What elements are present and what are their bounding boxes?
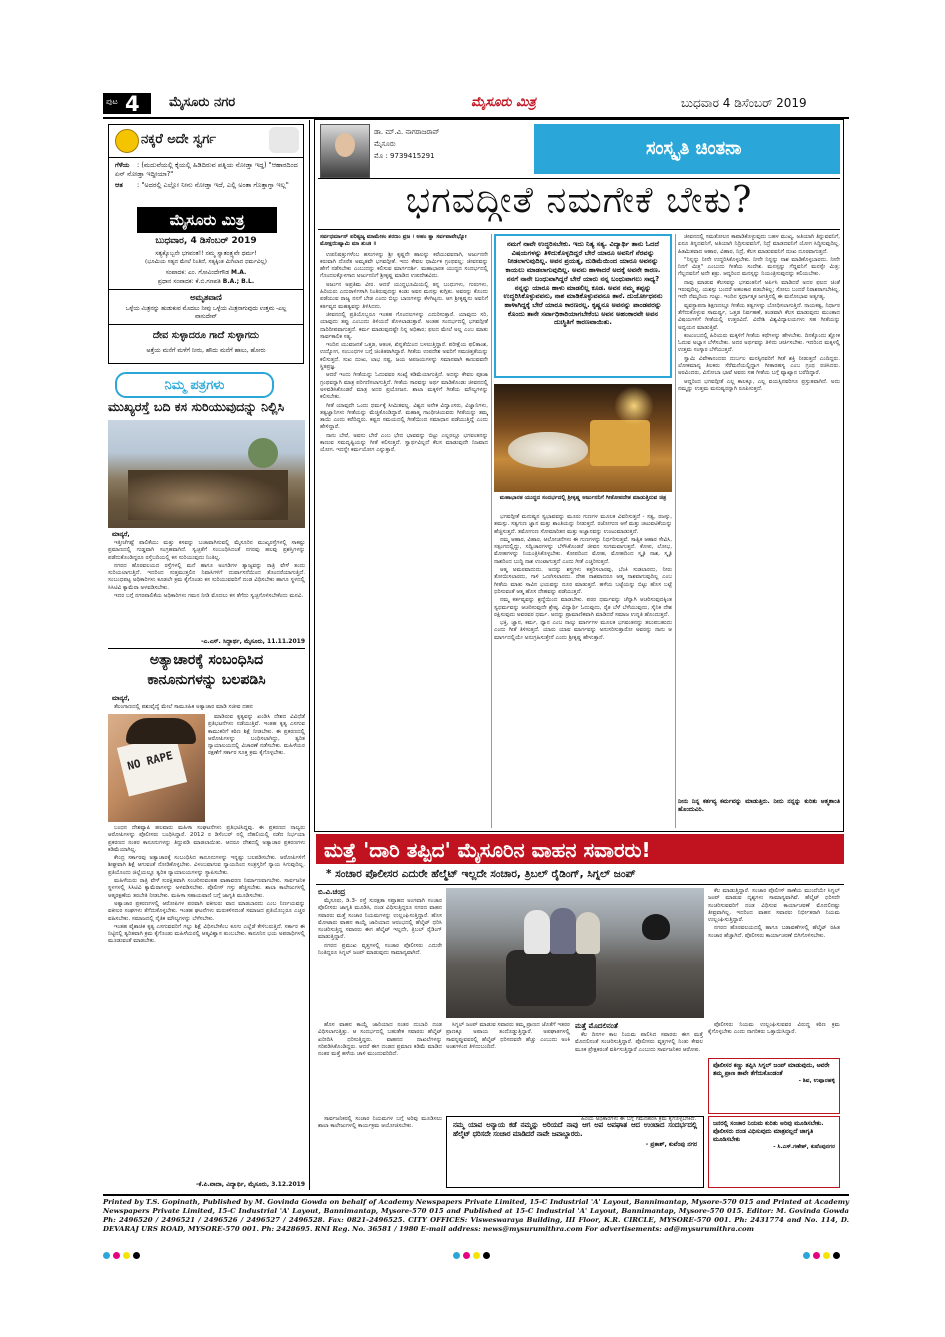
editor-name: ಸಂಪಾದಕ: ಎಂ. ಗೋವಿಂದೇಗೌಡ xyxy=(165,269,230,276)
traffic-col-2: ಕೆಲ ಮಾಡುತ್ತಿದ್ದಾರೆ. ಸಂಚಾರ ಪೊಲೀಸ್ ಠಾಣೆಯ ಮುಂದೆಯೇ ಸಿಗ್ನಲ್ ಜಂಪ್ ಮಾಡುವ ದೃಶ್ಯಗಳು ಸಾಮಾನ್ಯವಾಗಿವೆ. ಹೆಲ್ಮೆಟ್ ಧರಿಸದೇ ಸಂಚರಿಸುವವರಿಗೆ ದಂಡ ವಿಧಿಸುವ ಕಾರ್ಯಾಚರಣೆ ಮೊದಲಿನಷ್ಟು ತೀವ್ರವಾಗಿಲ್ಲ. ಇದರಿಂದ ವಾಹನ ಸವಾರರು ನಿರ್ಭೀತರಾಗಿ ನಿಯಮ ಉಲ್ಲಂಘಿಸುತ್ತಿದ್ದಾರೆ. ನಗರದ ಹೊರವಲಯದಲ್ಲಿ ಹಾಗೂ ಬಡಾವಣೆಗಳಲ್ಲಿ ಹೆಲ್ಮೆಟ್ ರಹಿತ ಸಂಚಾರ ಹೆಚ್ಚಾಗಿದೆ. ಪೊಲೀಸರು ಕಾರ್ಯಾಚರಣೆ ಬಿಗಿಗೊಳಿಸಬೇಕು. xyxy=(708,888,840,939)
author-city: ಮೈಸೂರು xyxy=(374,140,396,148)
cyan-dot xyxy=(803,1252,810,1259)
placard-text: NO RAPE xyxy=(126,748,175,773)
black-dot xyxy=(833,1252,840,1259)
helmet xyxy=(642,914,670,940)
quote-box-1 xyxy=(708,1058,840,1114)
color-dots-left xyxy=(103,1244,143,1263)
article-col-2: ಭಗವದ್ಗೀತೆ ಮನುಷ್ಯನ ಸ್ವಭಾವವನ್ನು ಮೂರು ಗುಣಗಳ ಮೂಲಕ ವಿವರಿಸುತ್ತದೆ - ಸತ್ವ, ರಜಸ್ಸು, ತಮಸ್ಸು. ಸತ್ವಗುಣ ಜ್ಞಾನ ಮತ್ತು ಶಾಂತಿಯನ್ನು ನೀಡುತ್ತದೆ. ರಜೋಗುಣ ಆಸೆ ಮತ್ತು ಚಟುವಟಿಕೆಯನ್ನು ಹೆಚ್ಚಿಸುತ್ತದೆ. ತಮೋಗುಣ ಸೋಮಾರಿತನ ಮತ್ತು ಅಜ್ಞಾನವನ್ನು ಉಂಟುಮಾಡುತ್ತದೆ. ನಮ್ಮ ಆಹಾರ, ವಿಹಾರ, ಆಲೋಚನೆಗಳು ಈ ಗುಣಗಳನ್ನು ನಿರ್ಧರಿಸುತ್ತವೆ. ಸಾತ್ವಿಕ ಆಹಾರ ಸೇವಿಸಿ, ಸತ್ಸಂಗದಲ್ಲಿದ್ದು, ಸದ್ವಿಚಾರಗಳನ್ನು ಬೆಳೆಸಿಕೊಂಡರೆ ಜೀವನ ಸುಗಮವಾಗುತ್ತದೆ. ಕೋಪ, ಲೋಭ, ಮೋಹಗಳನ್ನು ನಿಯಂತ್ರಿಸಿಕೊಳ್ಳಬೇಕು. ಕೋಪದಿಂದ ಮೋಹ, ಮೋಹದಿಂದ ಸ್ಮೃತಿ ನಾಶ, ಸ್ಮೃತಿ ನಾಶದಿಂದ ಬುದ್ಧಿ ನಾಶ ಉಂಟಾಗುತ್ತದೆ ಎಂದು ಗೀತೆ ಎಚ್ಚರಿಸುತ್ತದೆ. ಆತ್ಮ ಅಮರವಾದುದು. ಅದನ್ನು ಶಸ್ತ್ರಗಳು ಕತ್ತರಿಸಲಾರವು, ಬೆಂಕಿ ಸುಡಲಾರದು, ನೀರು ತೋಯಿಸಲಾರದು, ಗಾಳಿ ಒಣಗಿಸಲಾರದು. ದೇಹ ನಾಶವಾದರೂ ಆತ್ಮ ನಾಶವಾಗುವುದಿಲ್ಲ ಎಂಬ ಗೀತೆಯ ಮಾತು ಸಾವಿನ ಭಯವನ್ನು ದೂರ ಮಾಡುತ್ತದೆ. ಹಳೆಯ ಬಟ್ಟೆಯನ್ನು ಬಿಟ್ಟು ಹೊಸ ಬಟ್ಟೆ ಧರಿಸುವಂತೆ ಆತ್ಮ ಹೊಸ ದೇಹವನ್ನು ಪಡೆಯುತ್ತದೆ. ನಮ್ಮ ಕರ್ತವ್ಯವನ್ನು ಶ್ರದ್ಧೆಯಿಂದ ಮಾಡಬೇಕು. ಪರರ ಧರ್ಮವನ್ನು ಚೆನ್ನಾಗಿ ಆಚರಿಸುವುದಕ್ಕಿಂತ ಸ್ವಧರ್ಮವನ್ನು ಆಚರಿಸುವುದೇ ಶ್ರೇಷ್ಠ. ವಿದ್ಯಾರ್ಥಿ ಓದುವುದು, ರೈತ ಬೆಳೆ ಬೆಳೆಯುವುದು, ಸೈನಿಕ ದೇಶ ರಕ್ಷಿಸುವುದು ಅವರವರ ಧರ್ಮ. ಅದನ್ನು ಪ್ರಾಮಾಣಿಕವಾಗಿ ಮಾಡಿದರೆ ಸಮಾಜ ಉನ್ನತಿ ಹೊಂದುತ್ತದೆ. ಭಕ್ತಿ, ಜ್ಞಾನ, ಕರ್ಮ, ಧ್ಯಾನ ಎಂಬ ನಾಲ್ಕು ಮಾರ್ಗಗಳ ಮೂಲಕ ಭಗವಂತನನ್ನು ತಲುಪಬಹುದು ಎಂದು ಗೀತೆ ತಿಳಿಸುತ್ತದೆ. ಯಾರು ಯಾವ ಮಾರ್ಗವನ್ನು ಅನುಸರಿಸುತ್ತಾರೋ ಅವರನ್ನು ನಾನು ಆ ಮಾರ್ಗದಲ್ಲಿಯೇ ಅನುಗ್ರಹಿಸುತ್ತೇನೆ ಎಂದು ಶ್ರೀಕೃಷ್ಣ ಹೇಳುತ್ತಾನೆ. xyxy=(494,514,672,641)
letter-2-side-text: ಮಾಡಿರುವ ಕೃತ್ಯವನ್ನು ಖಂಡಿಸಿ ದೇಶದ ವಿವಿಧೆಡೆ ಪ್ರತಿಭಟನೆಗಳು ನಡೆಯುತ್ತಿವೆ. ಇಂತಹ ಕೃತ್ಯ ಎಸಗುವ ಕಾಮುಕರಿಗೆ ಕಠಿಣ ಶಿಕ್ಷೆ ನೀಡಬೇಕು. ಈ ಪ್ರಕರಣದಲ್ಲಿ ಆರೋಪಿಗಳನ್ನು ಬಂಧಿಸಲಾಗಿದ್ದು, ತ್ವರಿತ ನ್ಯಾಯಾಲಯದಲ್ಲಿ ವಿಚಾರಣೆ ನಡೆಸಬೇಕು. ಮಹಿಳೆಯರ ರಕ್ಷಣೆಗೆ ಸರ್ಕಾರ ಸೂಕ್ತ ಕ್ರಮ ಕೈಗೊಳ್ಳಬೇಕು. xyxy=(208,714,305,757)
motto: ಸತ್ಯಕ್ಕೊಬ್ಬನೇ ಭಗವಂತ!! ನಮ್ಮ ಸ್ವಾತಂತ್ರ್ಯವೇ ಧರ್ಮ! xyxy=(155,250,257,257)
rider-3 xyxy=(576,912,600,954)
magenta-dot xyxy=(813,1252,820,1259)
letter-divider xyxy=(108,648,305,649)
laughing-emoji-icon xyxy=(115,129,139,153)
rider-1 xyxy=(524,910,550,954)
quote-box-2 xyxy=(708,1116,840,1188)
yellow-dot xyxy=(123,1252,130,1259)
section-banner xyxy=(534,124,840,174)
traffic-photo xyxy=(446,888,704,1018)
registration-marks xyxy=(103,1244,849,1254)
author-phone: ಮೊ : 9739415291 xyxy=(374,152,435,160)
garbage-photo xyxy=(108,420,305,528)
joke-text: : "ಅದರಲ್ಲಿ ಎಲ್ಲೋ ನೀನು ನೋಡ್ತಾ ಇದೆ, ಎಲ್ಲಿ ಅಂತಾ ಗೊತ್ತಾಗ್ತಾ ಇಲ್ಲ" xyxy=(137,181,289,189)
pub-editor-name: ಪ್ರಧಾನ ಸಂಪಾದಕ: ಕೆ.ಬಿ.ಗಣಪತಿ xyxy=(157,278,221,285)
joke-line-1 xyxy=(115,161,299,179)
traffic-box-text: ನಮ್ಮ ಯಾವ ಅನ್ಯಾಯ ಕಡೆ ನಮ್ಮನ್ನು ಅರಿಯದೆ ನಾವು ಆಗ ಅಪ ಅಪಘಾತ ಆದ ಉಂಟಾದ ಸಂದರ್ಭದಲ್ಲಿ ಹೆಲ್ಮೆಟ್ ಧರಿಸದೇ ಸಂಚಾರ ಮಾಡಿದರೆ ನಾವೇ ಜವಾಬ್ದಾರರು. xyxy=(453,1121,697,1138)
article-closing: ನೀನು ನಿನ್ನ ಕರ್ತವ್ಯ ಕರ್ಮವನ್ನು ಮಾಡುತ್ತಿರು. ನೀನು ನನ್ನನ್ನು ಕುರಿತು ಆತ್ಮಶಾಂತಿ ಹೊಂದುವಿರಿ. xyxy=(678,798,840,813)
author-photo xyxy=(320,124,370,178)
tree xyxy=(248,438,278,468)
traffic-subhead-text: ಸಂಚಾರ ಪೊಲೀಸರ ಎದುರೇ ಹೆಲ್ಮೆಟ್ ಇಲ್ಲದೇ ಸಂಚಾರ, ತ್ರಿಬಲ್ ರೈಡಿಂಗ್, ಸಿಗ್ನಲ್ ಜಂಪ್ xyxy=(335,868,636,880)
motto-2: (ಭೂಮಿಯ ಸತ್ಯದ ಮೇಲೆ ನಿಂತಿದೆ, ಸತ್ಯಕ್ಕಿಂತ ಮಿಗಿಲಾದ ಧರ್ಮವಿಲ್ಲ) xyxy=(145,259,267,265)
article-col-3: ಜೀವನದಲ್ಲಿ ಸಮತೋಲನ ಕಾಪಾಡಿಕೊಳ್ಳುವುದು ಬಹಳ ಮುಖ್ಯ. ಅತಿಯಾಗಿ ತಿನ್ನುವವನಿಗೆ, ಏನೂ ತಿನ್ನದವನಿಗೆ, ಅತಿಯಾಗಿ ನಿದ್ರಿಸುವವನಿಗೆ, ನಿದ್ರೆ ಮಾಡದವನಿಗೆ ಯೋಗ ಸಿದ್ಧಿಸುವುದಿಲ್ಲ. ಹಿತಮಿತವಾದ ಆಹಾರ, ವಿಹಾರ, ನಿದ್ರೆ, ಕೆಲಸ ಮಾಡುವವನಿಗೆ ದುಃಖ ದೂರವಾಗುತ್ತದೆ. "ನಿನ್ನನ್ನು ನೀನೇ ಉದ್ಧರಿಸಿಕೊಳ್ಳಬೇಕು. ನೀನೇ ನಿನ್ನನ್ನು ನಾಶ ಮಾಡಿಕೊಳ್ಳಬಾರದು. ನೀನೇ ನಿನಗೆ ಮಿತ್ರ" ಎಂಬುದು ಗೀತೆಯ ಸಂದೇಶ. ಮನಸ್ಸನ್ನು ಗೆದ್ದವನಿಗೆ ಮನಸ್ಸೇ ಮಿತ್ರ; ಗೆಲ್ಲದವನಿಗೆ ಅದೇ ಶತ್ರು. ಆದ್ದರಿಂದ ಮನಸ್ಸನ್ನು ನಿಯಂತ್ರಿಸುವುದನ್ನು ಕಲಿಯಬೇಕು. ನಾವು ಮಾಡುವ ಕೆಲಸವನ್ನು ಭಗವಂತನಿಗೆ ಅರ್ಪಿಸಿ ಮಾಡಿದರೆ ಅದರ ಫಲದ ಚಿಂತೆ ಇರುವುದಿಲ್ಲ. ಯಶಸ್ಸು ಬಂದರೆ ಅಹಂಕಾರ ಪಡಬೇಕಿಲ್ಲ; ಸೋಲು ಬಂದರೆ ನಿರಾಶರಾಗಬೇಕಿಲ್ಲ. ಇದೇ ನೆಮ್ಮದಿಯ ಗುಟ್ಟು. ಇಂದಿನ ಸ್ಪರ್ಧಾತ್ಮಕ ಜಗತ್ತಿನಲ್ಲಿ ಈ ಮನೋಭಾವ ಅತ್ಯಗತ್ಯ. ವ್ಯವಸ್ಥಾಪನಾ ಶಿಕ್ಷಣದಲ್ಲೂ ಗೀತೆಯ ತತ್ವಗಳನ್ನು ಬೋಧಿಸಲಾಗುತ್ತಿದೆ. ನಾಯಕತ್ವ, ನಿರ್ಧಾರ ತೆಗೆದುಕೊಳ್ಳುವ ಸಾಮರ್ಥ್ಯ, ಒತ್ತಡ ನಿರ್ವಹಣೆ, ತಂಡವಾಗಿ ಕೆಲಸ ಮಾಡುವುದು ಮುಂತಾದ ವಿಷಯಗಳಿಗೆ ಗೀತೆಯಲ್ಲಿ ಉತ್ತರವಿದೆ. ವಿದೇಶಿ ವಿಶ್ವವಿದ್ಯಾಲಯಗಳು ಸಹ ಗೀತೆಯನ್ನು ಅಧ್ಯಯನ ಮಾಡುತ್ತಿವೆ. ಕುಟುಂಬದಲ್ಲಿ ಹಿರಿಯರು ಮಕ್ಕಳಿಗೆ ಗೀತೆಯ ಕಥೆಗಳನ್ನು ಹೇಳಬೇಕು. ದಿನಕ್ಕೊಂದು ಶ್ಲೋಕ ಓದುವ ಅಭ್ಯಾಸ ಬೆಳೆಸಬೇಕು. ಅದರ ಅರ್ಥವನ್ನು ತಿಳಿದು ಚರ್ಚಿಸಬೇಕು. ಇದರಿಂದ ಮಕ್ಕಳಲ್ಲಿ ಉತ್ತಮ ಸಂಸ್ಕಾರ ಬೆಳೆಯುತ್ತದೆ. ಸ್ವಾಮಿ ವಿವೇಕಾನಂದರು ದುರ್ಬಲ ಮನಸ್ಸಿನವರಿಗೆ ಗೀತೆ ಶಕ್ತಿ ನೀಡುತ್ತದೆ ಎಂದಿದ್ದರು. ಲೋಕಮಾನ್ಯ ತಿಲಕರು ಸೆರೆಮನೆಯಲ್ಲಿದ್ದಾಗ ಗೀತಾರಹಸ್ಯ ಎಂಬ ಗ್ರಂಥ ರಚಿಸಿದರು. ಅರವಿಂದರು, ವಿನೋಬಾ ಭಾವೆ ಅವರು ಸಹ ಗೀತೆಯ ಬಗ್ಗೆ ವ್ಯಾಖ್ಯಾನ ಬರೆದಿದ್ದಾರೆ. ಆದ್ದರಿಂದ ಭಗವದ್ಗೀತೆ ಎಲ್ಲ ಕಾಲಕ್ಕೂ, ಎಲ್ಲ ವಯಸ್ಸಿನವರಿಗೂ ಪ್ರಸ್ತುತವಾಗಿದೆ. ಅದು ನಮ್ಮನ್ನು ಉತ್ತಮ ಮನುಷ್ಯರನ್ನಾಗಿ ರೂಪಿಸುತ್ತದೆ. xyxy=(678,234,840,392)
amrutha-title: ಅಮೃತವಾಣಿ xyxy=(190,293,222,302)
joke-line-2 xyxy=(115,181,299,190)
motorcycle xyxy=(506,950,596,1006)
letter-2-intro: ತೆಲಂಗಾಣದಲ್ಲಿ ಪಶುವೈದ್ಯೆ ಮೇಲೆ ಸಾಮೂಹಿಕ ಅತ್ಯಾಚಾರ ಮಾಡಿ ಸಜೀವ ದಹನ xyxy=(114,704,253,710)
header-date: ಬುಧವಾರ 4 ಡಿಸೆಂಬರ್ 2019 xyxy=(681,96,807,110)
article-col-1: ಸರ್ವಧರ್ಮಾನ್ ಪರಿತ್ಯಜ್ಯ ಮಾಮೇಕಂ ಶರಣಂ ವ್ರಜ । ಅಹಂ ತ್ವಾ ಸರ್ವಪಾಪೇಭ್ಯೋ ಮೋಕ್ಷಯಿಷ್ಯಾಮಿ ಮಾ ಶುಚಃ ॥ ಉಪನಿಷತ್ತುಗಳೆಂಬ ಹಸುಗಳನ್ನು ಶ್ರೀ ಕೃಷ್ಣನೇ ಹಾಲನ್ನು ಕರೆಯುವವನಾಗಿ, ಅರ್ಜುನನೇ ಕರುವಾಗಿ ದೊರೆತ ಅಮೃತವೇ ಭಗವದ್ಗೀತೆ. ಇದು ಕೇವಲ ಧಾರ್ಮಿಕ ಗ್ರಂಥವಲ್ಲ; ಜೀವನವನ್ನು ಹೇಗೆ ನಡೆಸಬೇಕು ಎಂಬುದನ್ನು ಕಲಿಸುವ ಮಾರ್ಗದರ್ಶಿ. ಮಹಾಭಾರತ ಯುದ್ಧದ ಸಂದರ್ಭದಲ್ಲಿ ಗೊಂದಲಕ್ಕೊಳಗಾದ ಅರ್ಜುನನಿಗೆ ಶ್ರೀಕೃಷ್ಣ ಮಾಡಿದ ಉಪದೇಶವಿದು. ಅರ್ಜುನ ಅಪ್ರತಿಮ ವೀರ. ಆದರೆ ಯುದ್ಧಭೂಮಿಯಲ್ಲಿ ತನ್ನ ಬಂಧುಗಳು, ಗುರುಗಳು, ಹಿರಿಯರು ಎದುರಾಳಿಗಳಾಗಿ ನಿಂತಿರುವುದನ್ನು ಕಂಡು ಅವನ ಮನಸ್ಸು ಕುಗ್ಗಿತು. ಅವರನ್ನು ಕೊಂದು ಪಡೆಯುವ ರಾಜ್ಯ ನನಗೆ ಬೇಡ ಎಂದು ಬಿಲ್ಲು ಬಾಣಗಳನ್ನು ಕೆಳಗಿಟ್ಟನು. ಆಗ ಶ್ರೀಕೃಷ್ಣನು ಅವನಿಗೆ ಕರ್ತವ್ಯದ ಮಹತ್ವವನ್ನು ತಿಳಿಸಿದನು. ಜೀವನದಲ್ಲಿ ಪ್ರತಿಯೊಬ್ಬರೂ ಇಂತಹ ಗೊಂದಲಗಳನ್ನು ಎದುರಿಸುತ್ತಾರೆ. ಯಾವುದು ಸರಿ, ಯಾವುದು ತಪ್ಪು ಎಂಬುದು ತಿಳಿಯದೆ ತೊಳಲಾಡುತ್ತಾರೆ. ಅಂತಹ ಸಂದರ್ಭದಲ್ಲಿ ಭಗವದ್ಗೀತೆ ದಾರಿದೀಪವಾಗುತ್ತದೆ. ಕರ್ಮ ಮಾಡುವುದಷ್ಟೇ ನಿನ್ನ ಅಧಿಕಾರ; ಫಲದ ಮೇಲೆ ಅಲ್ಲ ಎಂಬ ಮಾತು ಸಾರ್ವಕಾಲಿಕ ಸತ್ಯ. ಇಂದಿನ ಯುವಜನತೆ ಒತ್ತಡ, ಆತಂಕ, ಖಿನ್ನತೆಯಿಂದ ಬಳಲುತ್ತಿದ್ದಾರೆ. ಪರೀಕ್ಷೆಯ ಫಲಿತಾಂಶ, ಉದ್ಯೋಗ, ಸಂಬಂಧಗಳ ಬಗ್ಗೆ ಚಿಂತಿತರಾಗಿದ್ದಾರೆ. ಗೀತೆಯ ಉಪದೇಶ ಅವರಿಗೆ ಸಮಚಿತ್ತತೆಯನ್ನು ಕಲಿಸುತ್ತದೆ. ಸುಖ ದುಃಖ, ಲಾಭ ನಷ್ಟ, ಜಯ ಅಪಜಯಗಳನ್ನು ಸಮಾನವಾಗಿ ಕಾಣುವವನೇ ಸ್ಥಿತಪ್ರಜ್ಞ. ಆದರೆ ಇಂದು ಗೀತೆಯನ್ನು ಓದುವವರ ಸಂಖ್ಯೆ ಕಡಿಮೆಯಾಗುತ್ತಿದೆ. ಅದನ್ನು ಕೇವಲ ಪೂಜಾ ಗ್ರಂಥವನ್ನಾಗಿ ಮಾತ್ರ ಪರಿಗಣಿಸಲಾಗುತ್ತಿದೆ. ಗೀತೆಯ ಸಾರವನ್ನು ಅರ್ಥ ಮಾಡಿಕೊಂಡು ಜೀವನದಲ್ಲಿ ಅಳವಡಿಸಿಕೊಂಡರೆ ಮಾತ್ರ ಅದರ ಪ್ರಯೋಜನ. ಶಾಲಾ ಮಕ್ಕಳಿಗೆ ಗೀತೆಯ ಮೌಲ್ಯಗಳನ್ನು ಕಲಿಸಬೇಕು. ಗೀತೆ ಯಾವುದೇ ಒಂದು ಧರ್ಮಕ್ಕೆ ಸೀಮಿತವಲ್ಲ. ವಿಶ್ವದ ಅನೇಕ ವಿದ್ವಾಂಸರು, ವಿಜ್ಞಾನಿಗಳು, ತತ್ವಜ್ಞಾನಿಗಳು ಗೀತೆಯನ್ನು ಮೆಚ್ಚಿಕೊಂಡಿದ್ದಾರೆ. ಮಹಾತ್ಮ ಗಾಂಧೀಜಿಯವರು ಗೀತೆಯನ್ನು ತಮ್ಮ ತಾಯಿ ಎಂದು ಕರೆದಿದ್ದರು. ಕಷ್ಟದ ಸಮಯದಲ್ಲಿ ಗೀತೆಯಿಂದ ಸಮಾಧಾನ ಪಡೆಯುತ್ತಿದ್ದೆ ಎಂದು ಹೇಳಿದ್ದಾರೆ. ನಾನು ಬೇರೆ, ಅವನು ಬೇರೆ ಎಂಬ ಭೇದ ಭಾವವನ್ನು ಬಿಟ್ಟು ಎಲ್ಲರಲ್ಲೂ ಭಗವಂತನನ್ನು ಕಾಣುವ ಸಮದೃಷ್ಟಿಯನ್ನು ಗೀತೆ ಕಲಿಸುತ್ತದೆ. ಸ್ವಾರ್ಥವಿಲ್ಲದೆ ಕೆಲಸ ಮಾಡುವುದೇ ನಿಜವಾದ ಯೋಗ. ಇದನ್ನೇ ಕರ್ಮಯೋಗ ಎನ್ನುತ್ತಾರೆ. xyxy=(320,234,488,454)
traffic-headline-text: ಮತ್ತೆ 'ದಾರಿ ತಪ್ಪಿದ' ಮೈಸೂರಿನ ವಾಹನ ಸವಾರರು! xyxy=(324,838,651,862)
color-dots-center xyxy=(453,1244,493,1263)
article-col-rule xyxy=(491,234,492,828)
editor-degree: M.A. xyxy=(230,269,247,276)
section-name: ಮೈಸೂರು ನಗರ xyxy=(169,95,236,110)
edition-date: ಬುಧವಾರ, 4 ಡಿಸೆಂಬರ್ 2019 xyxy=(155,236,257,246)
letters-banner xyxy=(115,372,274,398)
magenta-dot xyxy=(113,1252,120,1259)
article-headline: ಭಗವದ್ಗೀತೆ ನಮಗೇಕೆ ಬೇಕು? xyxy=(405,180,753,221)
gita-painting xyxy=(494,384,672,492)
editor-line xyxy=(109,269,303,277)
nakkare-box xyxy=(108,124,304,364)
traffic-col-8: ಹಿರಿಯ ಅಧಿಕಾರಿಗಳು ಈ ಬಗ್ಗೆ ಗಮನಹರಿಸಿ ಕ್ರಮ ಕೈಗೊಳ್ಳಬೇಕಿದೆ. xyxy=(581,1116,697,1122)
joke-speaker: ಗೆಳೆಯ xyxy=(115,161,130,169)
traffic-subhead-2: ಮತ್ತೆ ಮೊದಲಿನಂತೆ xyxy=(575,1022,618,1030)
quote-2-text: ಜನರಲ್ಲಿ ಸಂಚಾರ ನಿಯಮ ಕುರಿತು ಅರಿವು ಮೂಡಿಸಬೇಕು. ಪೊಲೀಸರು ದಂಡ ವಿಧಿಸುವುದು ಮಾತ್ರವಲ್ಲದೆ ಜಾಗೃತಿ ಮೂಡಿಸಬೇಕು xyxy=(713,1120,824,1143)
author-name: ಡಾ. ಮ್.ವಿ. ನಾಗರಾಜರಾವ್ xyxy=(374,128,440,136)
traffic-col-3: ಹೊಸ ವಾಹನ ಕಾಯ್ದೆ ಜಾರಿಯಾದ ನಂತರ ದುಬಾರಿ ದಂಡ ವಿಧಿಸಲಾಗುತ್ತಿತ್ತು. ಆ ಸಂದರ್ಭದಲ್ಲಿ ಬಹುತೇಕ ಸವಾರರು ಹೆಲ್ಮೆಟ್ ಖರೀದಿಸಿ ಧರಿಸುತ್ತಿದ್ದರು. ವಾಹನದ ದಾಖಲೆಗಳನ್ನು ಸರಿಪಡಿಸಿಕೊಂಡಿದ್ದರು. ಆದರೆ ಈಗ ದಂಡದ ಪ್ರಮಾಣ ಕಡಿಮೆ ಮಾಡಿದ ನಂತರ ಮತ್ತೆ ಹಳೆಯ ಚಾಳಿ ಮುಂದುವರಿದಿದೆ. xyxy=(318,1022,442,1058)
nakkare-title: ನಕ್ಕರೆ ಅದೇ ಸ್ವರ್ಗ xyxy=(141,132,216,147)
pull-quote: ನಮಗೆ ನಾವೇ ಉದ್ಧರಿಸಬೇಕು. ಇದು ನಿತ್ಯ ಸತ್ಯ. ವಿದ್ಯಾರ್ಥಿ ತಾನು ಓದದೆ ವಿಷಯಗಳನ್ನು ತಿಳಿದುಕೊಳ್ಳದಿದ್ದರೆ ಬೇರೆ ಯಾರೂ ಅವನಿಗೆ ನೆರವನ್ನು ನೀಡಲಾಗುವುದಿಲ್ಲ. ಅವನ ಪ್ರಯತ್ನ, ದುಡಿಮೆಯಿಂದ ಯಾರೂ ಅವನನ್ನು ಕಾಯಲು ಮಾಡಲಾಗುವುದಿಲ್ಲ. ಅವನು ಹಾಳಾದರೆ ಅದಕ್ಕೆ ಅವನೇ ಕಾರಣ. ನನಗೆ ನಾನೇ ಬಂಧುವಾಗಿದ್ದರೆ ಬೇರೆ ಯಾರು ನನ್ನ ಬಂಧುವಾಗಲು ಸಾಧ್ಯ? ನನ್ನನ್ನು ಯಾರೂ ಹಾಳು ಮಾಡಲಿಲ್ಲ ಕೂಡ. ಅವನ ನಮ್ಮ ತಪ್ಪನ್ನು ಉದ್ಧರಿಸಿಕೊಳ್ಳುವವನು, ನಾಶ ಮಾಡಿಕೊಳ್ಳುವವನೂ ತಾನೆ. ದುರ್ಯೋಧನನು ಹಾಳಾಗಿದ್ದಕ್ಕೆ ಬೇರೆ ಯಾರೂ ಕಾರಣರಲ್ಲ. ಕೃಷ್ಣನೂ ಅವನನ್ನು ಪಾಂಡವರನ್ನು ಕೊಂದು ತಾನೇ ಸರ್ವಾಧಿಕಾರಿಯಾಗಬೇಕೆಂಬ ಅವನ ಅಹಂಕಾರವೇ ಅವನ ದುಃಸ್ಥಿತಿಗೆ ಕಾರಣವಾಯಿತು. xyxy=(503,240,663,327)
traffic-col-7: ಪೊಲೀಸರು ನಿಯಮ ಉಲ್ಲಂಘಿಸುವವರ ವಿರುದ್ಧ ಕಠಿಣ ಕ್ರಮ ಕೈಗೊಳ್ಳಬೇಕು ಎಂದು ನಾಗರಿಕರು ಒತ್ತಾಯಿಸಿದ್ದಾರೆ. xyxy=(708,1022,840,1036)
protest-photo xyxy=(108,714,205,822)
pub-editor-line xyxy=(109,278,303,286)
pub-editor-degree: B.A.; B.L. xyxy=(222,278,255,285)
traffic-box-sign: - ಪ್ರಕಾಶ್, ಕುವೆಂಪು ನಗರ xyxy=(645,1141,697,1148)
masthead-title: ಮೈಸೂರು ಮಿತ್ರ xyxy=(169,211,245,229)
hair xyxy=(126,718,196,744)
letter-2-signature: -ಕೆ.ಪಿ.ವಾದಾ, ವಿದ್ಯಾರ್ಥಿ, ಮೈಸೂರು, 3.12.2019 xyxy=(195,1181,305,1188)
amrutha-text: ಒಳ್ಳೆಯ ಮಿತ್ರನನ್ನು ಹುಡುಕುವ ಮೊದಲು ನೀವು ಒಳ್ಳೆಯ ಮಿತ್ರನಾಗುವುದು ಉತ್ತಮ -ಎಲ್ಲ ವಾಸುದೇವ್ xyxy=(125,306,287,320)
letter-2-title-1: ಅತ್ಯಾಚಾರಕ್ಕೆ ಸಂಬಂಧಿಸಿದ xyxy=(149,652,264,668)
masthead-block xyxy=(137,207,277,233)
color-dots-right xyxy=(803,1244,843,1263)
section-banner-text: ಸಂಸ್ಕೃತಿ ಚಿಂತನಾ xyxy=(646,138,742,159)
face xyxy=(335,133,355,157)
quote-1-sign: - ಶಿವ, ಉಪ್ಪಾರಹಳ್ಳಿ xyxy=(798,1078,835,1084)
asterisk-icon: * xyxy=(326,868,332,880)
garbage-pile xyxy=(128,470,288,520)
letter-2-salutation: ಮಾನ್ಯರೆ, xyxy=(112,695,130,702)
traffic-col-6: ಸಾರ್ವಜನಿಕರಲ್ಲಿ ಸಂಚಾರ ನಿಯಮಗಳ ಬಗ್ಗೆ ಅರಿವು ಮೂಡಿಸಲು ಶಾಲಾ ಕಾಲೇಜುಗಳಲ್ಲಿ ಕಾರ್ಯಕ್ರಮ ಆಯೋಜಿಸಬೇಕು. xyxy=(318,1116,442,1130)
traffic-subhead xyxy=(316,868,844,881)
rider-2 xyxy=(550,908,576,954)
black-dot xyxy=(133,1252,140,1259)
traffic-byline: ಬಿ.ವಿ.ಚಂದ್ರ xyxy=(318,888,346,896)
image-caption: ಮಹಾಭಾರತ ಯುದ್ಧದ ಸಂದರ್ಭದಲ್ಲಿ ಶ್ರೀಕೃಷ್ಣ ಅರ್ಜುನನಿಗೆ ಗೀತೋಪದೇಶ ಮಾಡುತ್ತಿರುವ ಚಿತ್ರ xyxy=(499,495,667,501)
joke-speaker: ಆತ xyxy=(115,181,123,189)
quote-1-text: ಪೊಲೀಸರ ಕಣ್ಣು ತಪ್ಪಿಸಿ ಸಿಗ್ನಲ್ ಜಂಪ್ ಮಾಡುವುದು, ಅವರೇ ತಮ್ಮ ಪ್ರಾಣ ತಾವೇ ತೆಗೆದುಕೊಂಡಂತೆ xyxy=(713,1062,830,1077)
traffic-col-1: ಮೈಸೂರು, ಡಿ.3- ರಸ್ತೆ ಸುರಕ್ಷತಾ ಸಪ್ತಾಹದ ಅಂಗವಾಗಿ ಸಂಚಾರ ಪೊಲೀಸರು ಜಾಗೃತಿ ಮೂಡಿಸಿ, ದಂಡ ವಿಧಿಸುತ್ತಿದ್ದರೂ ನಗರದ ವಾಹನ ಸವಾರರು ಮತ್ತೆ ಸಂಚಾರ ನಿಯಮಗಳನ್ನು ಉಲ್ಲಂಘಿಸುತ್ತಿದ್ದಾರೆ. ಹೊಸ ಮೋಟಾರು ವಾಹನ ಕಾಯ್ದೆ ಜಾರಿಯಾದ ಆರಂಭದಲ್ಲಿ ಹೆಲ್ಮೆಟ್ ಧರಿಸಿ ಸಂಚರಿಸುತ್ತಿದ್ದ ಸವಾರರು ಈಗ ಹೆಲ್ಮೆಟ್ ಇಲ್ಲದೇ, ತ್ರಿಬಲ್ ರೈಡಿಂಗ್ ಮಾಡುತ್ತಿದ್ದಾರೆ. ನಗರದ ಪ್ರಮುಖ ವೃತ್ತಗಳಲ್ಲಿ ಸಂಚಾರ ಪೊಲೀಸರು ಎದುರೇ ನಿಂತಿದ್ದರೂ ಸಿಗ್ನಲ್ ಜಂಪ್ ಮಾಡುವುದು ಸಾಮಾನ್ಯವಾಗಿದೆ. xyxy=(318,898,442,957)
gaade-text: ಅತ್ತೆಯ ಮನೆಗೆ ಮಳೆಗೆ ನೀರು, ಹೌದು ಮನೆಗೆ ಹಾಲು, ಹೋರು xyxy=(146,347,266,354)
traffic-headline xyxy=(316,834,844,864)
chariot xyxy=(590,420,650,466)
footer-rule xyxy=(103,1194,849,1196)
yellow-dot xyxy=(823,1252,830,1259)
page-header xyxy=(103,92,849,116)
page-label: ಪುಟ xyxy=(106,97,118,106)
joke-text: : (ಮದುವೆಯಲ್ಲಿ ಕೈಯಲ್ಲಿ ಹಿಡಿದಿರುವ ಪತ್ನಿಯ ನೋಡ್ತಾ ಇದ್ದ) "ಆಹಾರದಿಂದ ಏನ್ ನೋಡ್ತಾ ಇದ್ದೀಯಾ?" xyxy=(115,161,298,178)
letter-2-body: ಬಂಧನ ದೇಶವ್ಯಾಪಿ ಹಲವಾರು ಮಹಿಳಾ ಸಂಘಟನೆಗಳು ಪ್ರತಿಭಟಿಸಿದ್ದವು. ಈ ಪ್ರಕರಣದ ನಾಲ್ವರು ಆರೋಪಿಗಳನ್ನು ಪೊಲೀಸರು ಬಂಧಿಸಿದ್ದಾರೆ. 2012 ರ ಡಿಸೆಂಬರ್ ನಲ್ಲಿ ದೆಹಲಿಯಲ್ಲಿ ನಡೆದ ನಿರ್ಭಯಾ ಪ್ರಕರಣದ ನಂತರ ಕಾನೂನುಗಳನ್ನು ತಿದ್ದುಪಡಿ ಮಾಡಲಾಯಿತು. ಆದರೂ ದೇಶದಲ್ಲಿ ಅತ್ಯಾಚಾರ ಪ್ರಕರಣಗಳು ಕಡಿಮೆಯಾಗಿಲ್ಲ. ಕೇಂದ್ರ ಸರ್ಕಾರವು ಅತ್ಯಾಚಾರಕ್ಕೆ ಸಂಬಂಧಿಸಿದ ಕಾನೂನುಗಳನ್ನು ಇನ್ನಷ್ಟು ಬಲಪಡಿಸಬೇಕು. ಆರೋಪಿಗಳಿಗೆ ಶೀಘ್ರವಾಗಿ ಶಿಕ್ಷೆ ಆಗುವಂತೆ ನೋಡಿಕೊಳ್ಳಬೇಕು. ವಿಳಂಬವಾಗುವ ನ್ಯಾಯದಿಂದ ಸಂತ್ರಸ್ತರಿಗೆ ನ್ಯಾಯ ಸಿಗುವುದಿಲ್ಲ. ಪ್ರತಿಯೊಂದು ಜಿಲ್ಲೆಯಲ್ಲೂ ತ್ವರಿತ ನ್ಯಾಯಾಲಯಗಳನ್ನು ಸ್ಥಾಪಿಸಬೇಕು. ಮಹಿಳೆಯರು ರಾತ್ರಿ ವೇಳೆ ಸುರಕ್ಷಿತವಾಗಿ ಸಂಚರಿಸುವಂತಹ ವಾತಾವರಣ ನಿರ್ಮಾಣವಾಗಬೇಕು. ಸಾರ್ವಜನಿಕ ಸ್ಥಳಗಳಲ್ಲಿ ಸಿಸಿಟಿವಿ ಕ್ಯಾಮೆರಾಗಳನ್ನು ಅಳವಡಿಸಬೇಕು. ಪೊಲೀಸ್ ಗಸ್ತು ಹೆಚ್ಚಿಸಬೇಕು. ಶಾಲಾ ಕಾಲೇಜುಗಳಲ್ಲಿ ಆತ್ಮರಕ್ಷಣೆಯ ತರಬೇತಿ ನೀಡಬೇಕು. ಮಹಿಳಾ ಸಹಾಯವಾಣಿ ಬಗ್ಗೆ ಜಾಗೃತಿ ಮೂಡಿಸಬೇಕು. ಅತ್ಯಾಚಾರ ಪ್ರಕರಣಗಳಲ್ಲಿ ಆರೋಪಿಗಳ ಪರವಾಗಿ ವಕೀಲರು ವಾದ ಮಾಡಬಾರದು ಎಂಬ ನಿರ್ಣಯವನ್ನು ವಕೀಲರ ಸಂಘಗಳು ತೆಗೆದುಕೊಳ್ಳಬೇಕು. ಇಂತಹ ಘಟನೆಗಳು ಮರುಕಳಿಸದಂತೆ ಸಮಾಜದ ಪ್ರತಿಯೊಬ್ಬರೂ ಎಚ್ಚರ ವಹಿಸಬೇಕು. ಸಮಾಜದಲ್ಲಿ ನೈತಿಕ ಮೌಲ್ಯಗಳನ್ನು ಬೆಳೆಸಬೇಕು. ಇಂತಹ ಪೈಶಾಚಿಕ ಕೃತ್ಯ ಎಸಗುವವರಿಗೆ ಗಲ್ಲು ಶಿಕ್ಷೆ ವಿಧಿಸಬೇಕೆಂಬ ಕೂಗು ಎಲ್ಲೆಡೆ ಕೇಳಿಬರುತ್ತಿದೆ. ಸರ್ಕಾರ ಈ ನಿಟ್ಟಿನಲ್ಲಿ ತ್ವರಿತವಾಗಿ ಕ್ರಮ ಕೈಗೊಂಡು ಮಹಿಳೆಯರಲ್ಲಿ ಆತ್ಮವಿಶ್ವಾಸ ತುಂಬಬೇಕು. ಕಾನೂನಿನ ಭಯ ಅಪರಾಧಿಗಳಲ್ಲಿ ಮೂಡುವಂತೆ ಮಾಡಬೇಕು. xyxy=(108,825,305,945)
left-column-rule xyxy=(309,120,310,1190)
quote-2-sign: - ಸಿ.ಎಸ್.ಗಣೇಶ್, ಕುವೆಂಪುನಗರ xyxy=(773,1144,835,1150)
cyan-dot xyxy=(103,1252,110,1259)
divider xyxy=(109,324,303,325)
magenta-dot xyxy=(463,1252,470,1259)
gaade-title: ದೇವ ಸುಳ್ಳಾದರೂ ಗಾದೆ ಸುಳ್ಳಾಗದು xyxy=(152,330,260,341)
traffic-col-4: ಸಿಗ್ನಲ್ ಜಂಪ್ ಮಾಡುವ ಸವಾರರು ತಮ್ಮ ಪ್ರಾಣದ ಜೊತೆಗೆ ಇತರರ ಪ್ರಾಣಕ್ಕೂ ಅಪಾಯ ತಂದೊಡ್ಡುತ್ತಿದ್ದಾರೆ. ಅಪಘಾತಗಳಲ್ಲಿ ಸಾವನ್ನಪ್ಪುವವರಲ್ಲಿ ಹೆಲ್ಮೆಟ್ ಧರಿಸದವರೇ ಹೆಚ್ಚು ಎಂಬುದು ಅಂಕಿ ಅಂಶಗಳಿಂದ ತಿಳಿದುಬಂದಿದೆ. xyxy=(446,1022,570,1050)
article-col-rule-2 xyxy=(675,234,676,828)
letter-1-salutation: ಮಾನ್ಯರೆ, xyxy=(112,531,130,538)
divider xyxy=(109,289,303,290)
letters-banner-text: ನಿಮ್ಮ ಪತ್ರಗಳು xyxy=(164,378,225,393)
verse: ಸರ್ವಧರ್ಮಾನ್ ಪರಿತ್ಯಜ್ಯ ಮಾಮೇಕಂ ಶರಣಂ ವ್ರಜ । ಅಹಂ ತ್ವಾ ಸರ್ವಪಾಪೇಭ್ಯೋ ಮೋಕ್ಷಯಿಷ್ಯಾಮಿ ಮಾ ಶುಚಃ ॥ xyxy=(320,234,467,248)
cartoon-figure-icon xyxy=(269,127,299,153)
page-number-badge xyxy=(103,93,151,114)
footer-imprint: Printed by T.S. Gopinath, Published by M. Govinda Gowda on behalf of Academy Newspapers Private Limited, 15-C Industrial 'A' Layout, Bannimantap, Mysore-570 015 and Printed at Academy Newspapers Private Limited, 15-C Industrial 'A' Layout, Bannimantap, Mysore-570 015 and Published at 15-C Industrial 'A' Layout, Bannimantap, Mysore-570 015. Editor: M. Govinda Gowda Ph: 2496520 / 2496521 / 2496526 / 2496527 / 2496528. Fax: 0821-2496525. CITY OFFICES: Visweswaraya Building, III Floor, K.R. CIRCLE, MYSORE-570 001. Ph: 2431774 and No. 114, D. DEVARAJ URS ROAD, MYSORE-570 001. Ph: 2428695. RNI Reg. No. 36581 / 1980 E-mail address: news@mysurumithra.com For advertisements: ad@mysurumithra.com xyxy=(103,1198,849,1233)
yellow-dot xyxy=(473,1252,480,1259)
subhead-rule xyxy=(316,884,844,885)
pull-quote-box xyxy=(494,234,672,378)
page-number: 4 xyxy=(125,92,140,116)
masthead-small: ಮೈಸೂರು ಮಿತ್ರ xyxy=(471,95,536,110)
black-dot xyxy=(483,1252,490,1259)
letter-1-title: ಮುಖ್ಯರಸ್ತೆ ಬದಿ ಕಸ ಸುರಿಯುವುದನ್ನು ನಿಲ್ಲಿಸಿ xyxy=(108,399,285,414)
letter-1-body: ಇತ್ತೀಚೆಗಷ್ಟೆ ಪಾಲಿಕೆಯು ಮತ್ತು ಕಸವನ್ನು ಬಚಾವಾಗಿಸುವಲ್ಲಿ ಮೈಸೂರಿನ ಮುಖ್ಯರಸ್ತೆಗಳಲ್ಲಿ ಸಾಕಷ್ಟು ಪ್ರಮಾಣದಲ್ಲಿ ಗುಡ್ಡವಾಗಿ ಸಂಗ್ರಹವಾಗಿದೆ. ಸ್ವಚ್ಛತೆಗೆ ಸಂಬಂಧಿಸಿದಂತೆ ನಗರವು ಹಲವು ಪ್ರಶಸ್ತಿಗಳನ್ನು ಪಡೆದುಕೊಂಡಿದ್ದರೂ ರಸ್ತೆಬದಿಯಲ್ಲಿ ಕಸ ಸುರಿಯುವುದು ನಿಂತಿಲ್ಲ. ನಗರದ ಹೊರವಲಯದ ರಸ್ತೆಗಳಲ್ಲಿ ಮನೆ ಹಾಗೂ ಅಂಗಡಿಗಳ ತ್ಯಾಜ್ಯವನ್ನು ರಾತ್ರಿ ವೇಳೆ ತಂದು ಸುರಿಯಲಾಗುತ್ತಿದೆ. ಇದರಿಂದ ಸುತ್ತಮುತ್ತಲಿನ ನಿವಾಸಿಗಳಿಗೆ ದುರ್ವಾಸನೆಯಿಂದ ತೊಂದರೆಯಾಗುತ್ತಿದೆ. ಸಂಬಂಧಪಟ್ಟ ಅಧಿಕಾರಿಗಳು ಕೂಡಲೇ ಕ್ರಮ ಕೈಗೊಂಡು ಕಸ ಸುರಿಯುವವರಿಗೆ ದಂಡ ವಿಧಿಸಬೇಕು ಹಾಗೂ ಸ್ಥಳದಲ್ಲಿ ಸಿಸಿಟಿವಿ ಕ್ಯಾಮೆರಾ ಅಳವಡಿಸಬೇಕು. ಇದರ ಬಗ್ಗೆ ನಗರಪಾಲಿಕೆಯ ಅಧಿಕಾರಿಗಳು ಗಮನ ನೀಡಿ ಮೊದಲು ಕಸ ತೆಗೆದು ಸ್ವಚ್ಛಗೊಳಿಸಬೇಕೆಂದು ಮನವಿ. xyxy=(108,540,305,600)
horses xyxy=(508,432,588,468)
letter-2-title-2: ಕಾನೂನುಗಳನ್ನು ಬಲಪಡಿಸಿ xyxy=(147,672,266,688)
traffic-col-5: ಕೆಲ ದಿನಗಳ ಕಾಲ ನಿಯಮ ಪಾಲಿಸಿದ ಸವಾರರು ಈಗ ಮತ್ತೆ ಮೊದಲಿನಂತೆ ಸಂಚರಿಸುತ್ತಿದ್ದಾರೆ. ಪೊಲೀಸರು ವೃತ್ತಗಳಲ್ಲಿ ನಿಂತು ಕೇವಲ ಮೂಕ ಪ್ರೇಕ್ಷಕರಂತೆ ವರ್ತಿಸುತ್ತಿದ್ದಾರೆ ಎಂಬುದು ಸಾರ್ವಜನಿಕರ ಆರೋಪ. xyxy=(575,1032,703,1053)
cyan-dot xyxy=(453,1252,460,1259)
letter-1-signature: -ಎ.ಎಸ್. ಸಿದ್ದಾರ್ಥ, ಮೈಸೂರು, 11.11.2019 xyxy=(200,638,305,645)
sunlight xyxy=(614,386,654,426)
divider xyxy=(109,157,303,158)
